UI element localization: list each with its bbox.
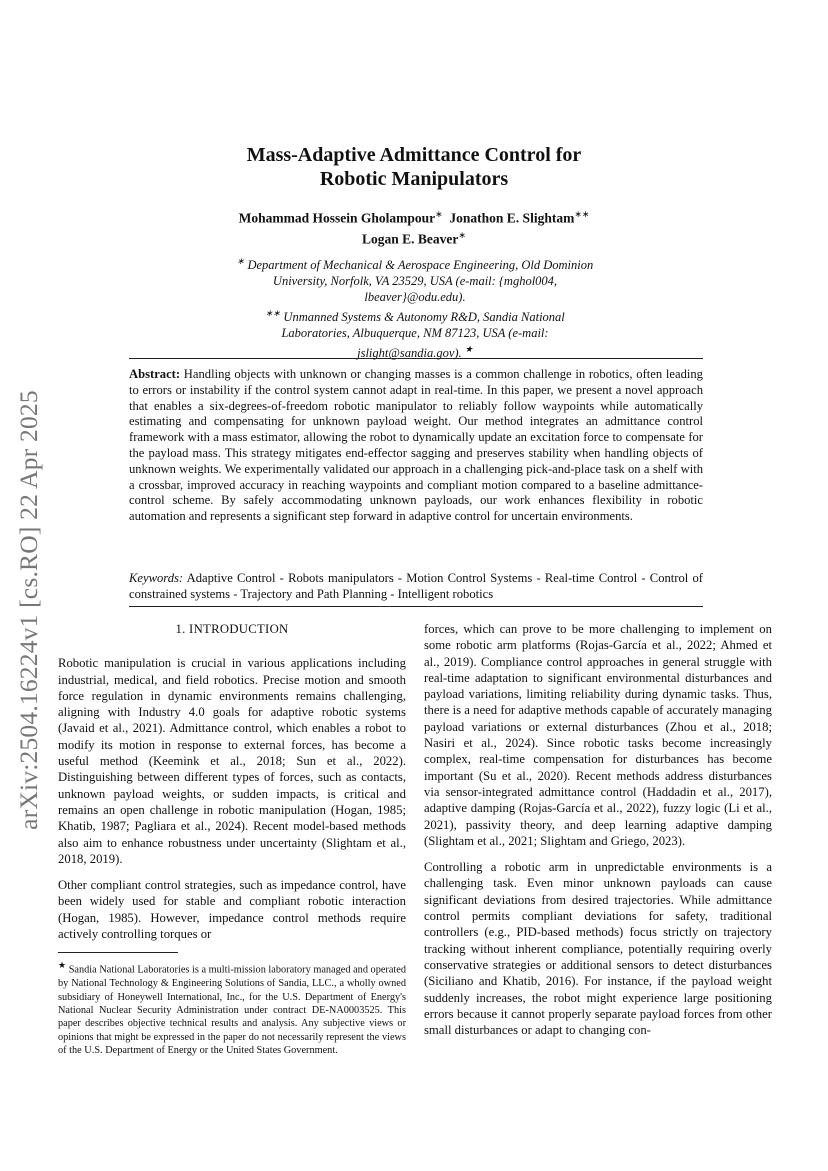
- footnote-text: Sandia National Laboratories is a multi-mission laboratory managed and operated by National Technology & Engineering Solutions of Sandia, LLC., a wholly owned subsidiary of Honeywell International, Inc., for the U.S. Department of Energy's National Nuclear Security Administration under contract DE-NA0003525. This paper describes objective technical results and analysis. Any subjective views or opinions that might be expressed in the paper do not necessarily represent the views of the U.S. Department of Energy or the United States Government.: [58, 964, 407, 1057]
- author-affiliation-mark: ∗: [435, 209, 443, 219]
- affiliation-line: ∗ Department of Mechanical & Aerospace Engineering, Old Dominion: [236, 256, 594, 273]
- paper-title: [0, 143, 828, 191]
- abstract: [129, 367, 703, 525]
- keywords-text: Adaptive Control - Robots manipulators - Motion Control Systems - Real-time Control - Control of constrained systems - Trajectory and Path Planning - Intelligent robotics: [129, 571, 703, 601]
- author-name: Mohammad Hossein Gholampour: [238, 210, 436, 226]
- affiliation-line: Laboratories, Albuquerque, NM 87123, USA (e-mail:: [281, 326, 549, 341]
- affiliation-mark: ∗∗: [265, 308, 281, 319]
- footnote: [58, 959, 406, 1057]
- paragraph: Other compliant control strategies, such as impedance control, have been widely used for stable and compliant robotic interaction (Hogan, 1985). However, impedance control methods require actively controlling torques or: [58, 878, 406, 942]
- keywords-bottom-rule: [129, 606, 703, 607]
- author-list: [0, 206, 828, 247]
- arxiv-identifier: arXiv:2504.16224v1 [cs.RO] 22 Apr 2025: [14, 390, 43, 830]
- footnote-rule: [58, 952, 178, 953]
- footnote-star-mark: ★: [464, 344, 473, 355]
- author-name: Jonathon E. Slightam: [449, 210, 575, 226]
- abstract-label: Abstract:: [129, 367, 181, 381]
- author-line-2: [0, 227, 828, 248]
- right-column: [424, 621, 772, 1048]
- affiliation-line: lbeaver}@odu.edu).: [364, 290, 466, 305]
- affiliations: [185, 253, 645, 361]
- keywords-label: Keywords:: [129, 571, 184, 585]
- abstract-top-rule: [129, 358, 703, 359]
- keywords: [129, 571, 703, 603]
- paragraph: forces, which can prove to be more challenging to implement on some robotic arm platforms (Rojas-García et al., 2022; Ahmed et al., 2019). Compliance control approaches in general struggle with real-time adaptation to significant environmental disturbances and payload variations, limiting reliability during dynamic tasks. Thus, there is a need for adaptive methods capable of accurately managing payload variations or external disturbances (Zhou et al., 2018; Nasiri et al., 2024). Since robotic tasks become increasingly complex, real-time compensation for disturbances has become important (Su et al., 2020). Recent methods address disturbances via sensor-integrated admittance control (Haddadin et al., 2017), adaptive damping (Rojas-García et al., 2022), fuzzy logic (Li et al., 2021), passivity theory, and deep learning adaptive damping (Slightam et al., 2021; Slightam and Griego, 2023).: [424, 622, 772, 848]
- abstract-text: Handling objects with unknown or changing masses is a common challenge in robotics, often leading to errors or instability if the control system cannot adapt in real-time. In this paper, we present a novel approach that enables a six-degrees-of-freedom robotic manipulator to reliably follow waypoints while automatically estimating and compensating for unknown payload weight. Our method integrates an admittance control framework with a mass estimator, allowing the robot to dynamically update an excitation force to compensate for the payload mass. This strategy mitigates end-effector sagging and preserves stability when handling objects of unknown weights. We experimentally validated our approach in a challenging pick-and-place task on a shelf with a crossbar, improved accuracy in reaching waypoints and compliant motion compared to a baseline admittance-control scheme. By safely accommodating unknown payloads, our work enhances flexibility in robotic automation and represents a significant step forward in adaptive control for uncertain environments.: [129, 367, 703, 524]
- author-affiliation-mark: ∗: [458, 229, 466, 240]
- affiliation-line: University, Norfolk, VA 23529, USA (e-mail: {mghol004,: [272, 274, 558, 289]
- section-heading: 1. INTRODUCTION: [175, 622, 289, 636]
- affiliation-line: ∗∗ Unmanned Systems & Autonomy R&D, Sandia National: [265, 308, 565, 325]
- paragraph: Robotic manipulation is crucial in various applications including industrial, medical, and field robotics. Precise motion and smooth force regulation in dynamic environments remains challenging, aligning with Industry 4.0 goals for adaptive robotic systems (Javaid et al., 2021). Admittance control, which enables a robot to modify its motion in response to external forces, has become a useful method (Keemink et al., 2018; Sun et al., 2022). Distinguishing between different types of forces, such as contacts, unknown payload weights, or sudden impacts, is critical and remains an open challenge in robotic manipulation (Hogan, 1985; Khatib, 1987; Pagliara et al., 2024). Recent model-based methods also aim to enhance robustness under uncertainty (Slightam et al., 2018, 2019).: [58, 656, 406, 866]
- footnote-mark: ★: [58, 960, 67, 971]
- arxiv-sidebar-stamp: [3, 360, 55, 860]
- title-line-2: Robotic Manipulators: [319, 168, 509, 190]
- left-column: [58, 621, 406, 1058]
- affiliation-line: jslight@sandia.gov). ★: [357, 344, 473, 361]
- title-line-1: Mass-Adaptive Admittance Control for: [246, 144, 582, 166]
- paragraph: Controlling a robotic arm in unpredictable environments is a challenging task. Even minor unknown payloads can cause significant deviations from desired trajectories. While admittance control permits compliant deviations for safety, traditional controllers (e.g., PID-based methods) focus strictly on trajectory tracking without inherent compliance, potentially requiring overly conservative strategies or additional sensors to detect disturbances (Siciliano and Khatib, 2016). For instance, if the payload weight suddenly increases, the robot might experience large positioning errors because it cannot properly separate payload forces from other small disturbances or adapt to changing con-: [424, 860, 772, 1038]
- affiliation-mark: ∗: [236, 256, 245, 266]
- author-line-1: [0, 206, 828, 227]
- author-name: Logan E. Beaver: [362, 231, 459, 246]
- author-affiliation-mark: ∗∗: [574, 209, 590, 219]
